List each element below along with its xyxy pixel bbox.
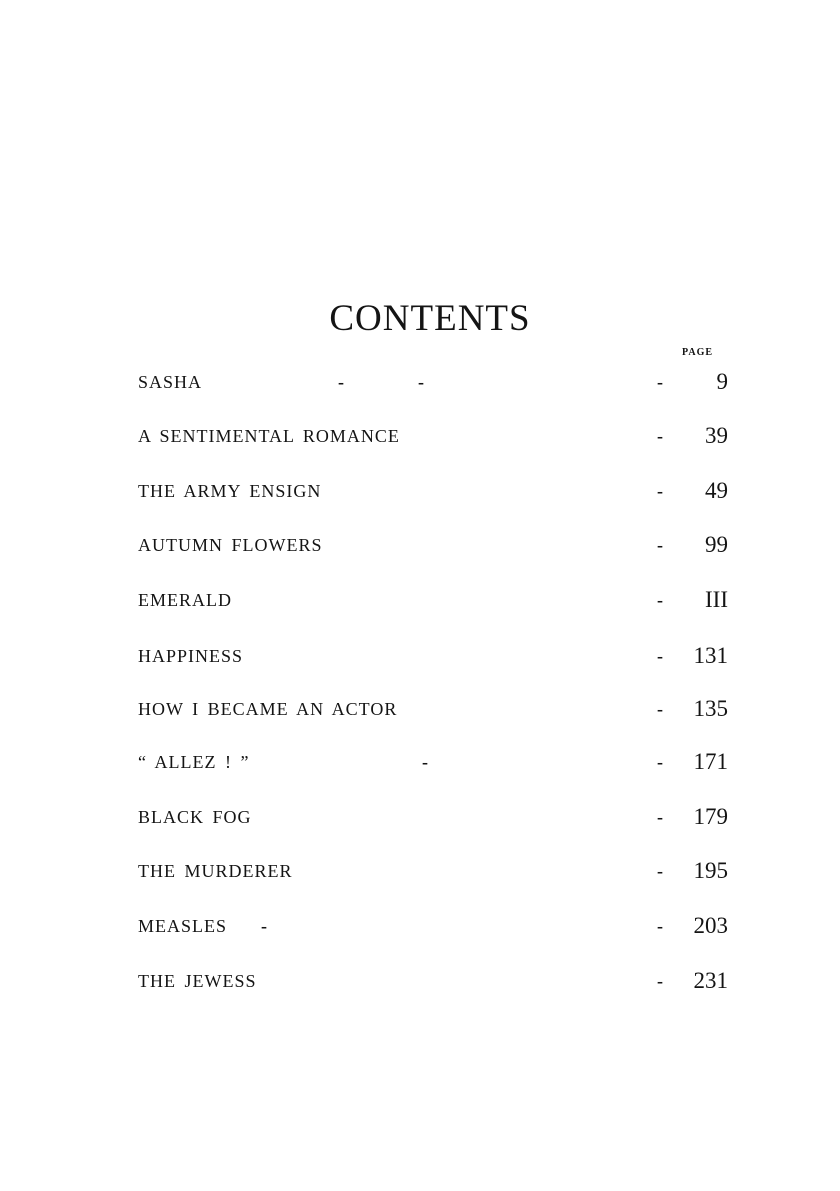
toc-entry-title: HAPPINESS <box>138 646 244 666</box>
toc-leader-dash: - <box>657 372 663 392</box>
toc-entry-title: HOW I BECAME AN ACTOR <box>138 699 398 719</box>
toc-leader-dash: - <box>657 916 663 936</box>
toc-leader-dash: - <box>657 481 663 501</box>
toc-entry-page: 203 <box>693 913 728 938</box>
toc-entry-page: 99 <box>705 532 728 557</box>
toc-entry <box>138 423 728 456</box>
toc-leader-dash: - <box>657 590 663 610</box>
toc-leader-dash: - <box>657 646 663 666</box>
toc-leader-dash: - <box>261 916 267 936</box>
toc-leader-dash: - <box>422 752 428 772</box>
toc-entry-page: 171 <box>693 749 728 774</box>
toc-entry-page: 135 <box>693 696 728 721</box>
toc-entry <box>138 968 728 1001</box>
toc-leader-dash: - <box>338 372 344 392</box>
toc-leader-dash: - <box>657 971 663 991</box>
toc-entry-page: 231 <box>693 968 728 993</box>
toc-entry <box>138 643 728 676</box>
toc-entry <box>138 532 728 565</box>
toc-entry <box>138 858 728 891</box>
toc-entry-page: 9 <box>716 369 728 394</box>
toc-entry <box>138 913 728 946</box>
toc-entry-title: EMERALD <box>138 590 232 610</box>
toc-leader-dash: - <box>418 372 424 392</box>
toc-leader-dash: - <box>657 752 663 772</box>
toc-entry <box>138 696 728 729</box>
toc-entry-title: A SENTIMENTAL ROMANCE <box>138 426 400 446</box>
toc-entry-page: III <box>705 587 728 612</box>
toc-entry-title: SASHA <box>138 372 203 392</box>
toc-entry-page: 195 <box>693 858 728 883</box>
toc-entry-title: “ ALLEZ ! ” <box>138 752 250 772</box>
toc-entry <box>138 369 728 402</box>
toc-entry <box>138 478 728 511</box>
toc-entry <box>138 749 728 782</box>
toc-leader-dash: - <box>657 699 663 719</box>
toc-entry <box>138 587 728 620</box>
toc-entry-page: 39 <box>705 423 728 448</box>
toc-entry-title: THE ARMY ENSIGN <box>138 481 322 501</box>
toc-entry-page: 179 <box>693 804 728 829</box>
toc-entry-title: THE MURDERER <box>138 861 293 881</box>
toc-entry-title: AUTUMN FLOWERS <box>138 535 323 555</box>
toc-entry-page: 131 <box>693 643 728 668</box>
page-title: CONTENTS <box>329 297 531 339</box>
toc-entry-title: MEASLES <box>138 916 228 936</box>
toc-leader-dash: - <box>657 426 663 446</box>
toc-leader-dash: - <box>657 861 663 881</box>
toc-entry-page: 49 <box>705 478 728 503</box>
toc-entry <box>138 804 728 837</box>
toc-leader-dash: - <box>657 535 663 555</box>
page-column-header: PAGE <box>682 347 714 358</box>
toc-entry-title: BLACK FOG <box>138 807 252 827</box>
toc-leader-dash: - <box>657 807 663 827</box>
toc-entry-title: THE JEWESS <box>138 971 257 991</box>
